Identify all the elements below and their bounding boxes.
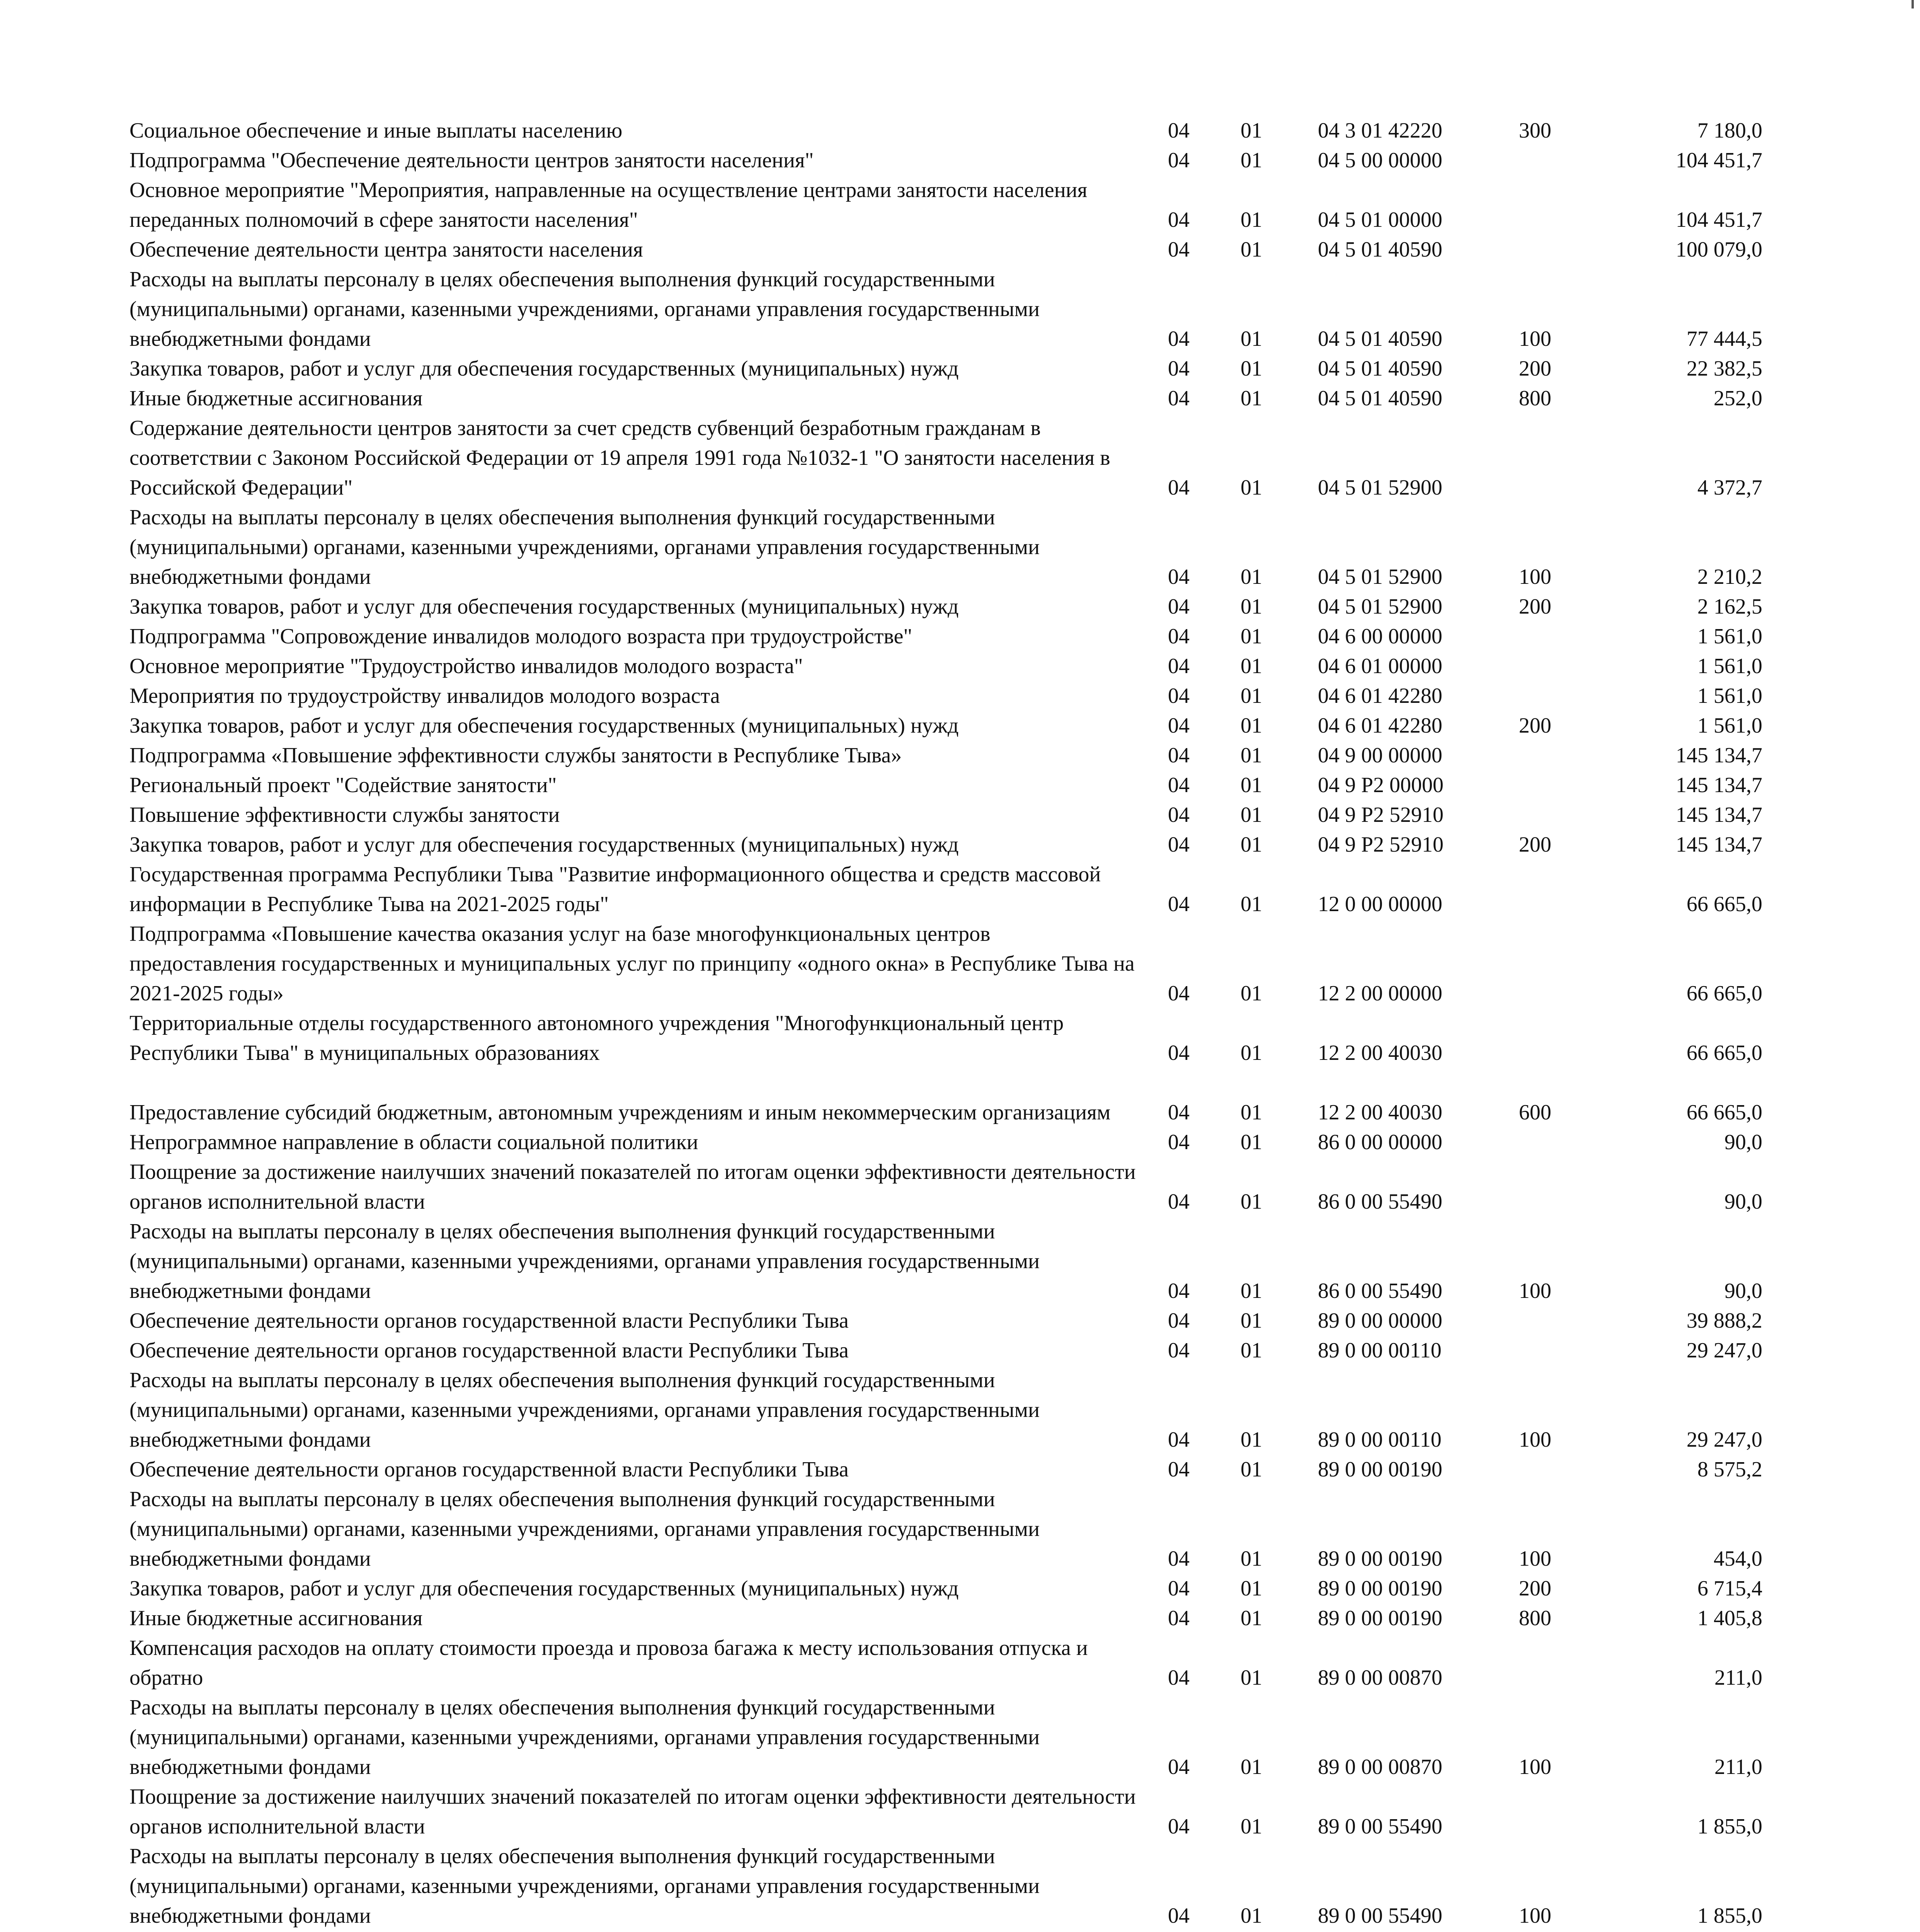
- row-amount: 90,0: [1724, 1130, 1762, 1154]
- table-row: [0, 1693, 1920, 1782]
- row-target-code: 04 5 01 00000: [1318, 208, 1442, 232]
- row-name: Обеспечение деятельности органов государственной власти Республики Тыва: [129, 1309, 849, 1333]
- row-subsection: 01: [1241, 119, 1262, 143]
- table-row: [0, 860, 1920, 919]
- row-target-code: 89 0 00 00110: [1318, 1338, 1442, 1362]
- row-name: Расходы на выплаты персоналу в целях обеспечения выполнения функций государственными (муниципальными) органами, казенными учреждениями, органами управления государственными внебюджетными фондами: [129, 1219, 1040, 1303]
- row-name: Расходы на выплаты персоналу в целях обеспечения выполнения функций государственными (муниципальными) органами, казенными учреждениями, органами управления государственными внебюджетными фондами: [129, 267, 1040, 351]
- row-subsection: 01: [1241, 1577, 1262, 1600]
- row-expense-type: 100: [1519, 1279, 1551, 1303]
- row-subsection: 01: [1241, 1041, 1262, 1065]
- row-amount: 90,0: [1724, 1190, 1762, 1214]
- row-amount: 1 405,8: [1697, 1606, 1762, 1630]
- row-subsection: 01: [1241, 743, 1262, 767]
- row-subsection: 01: [1241, 773, 1262, 797]
- row-amount: 2 210,2: [1697, 565, 1762, 589]
- row-subsection: 01: [1241, 595, 1262, 619]
- row-expense-type: 200: [1519, 833, 1551, 857]
- row-name: Предоставление субсидий бюджетным, автономным учреждениям и иным некоммерческим организациям: [129, 1100, 1111, 1124]
- row-subsection: 01: [1241, 357, 1262, 381]
- row-section: 04: [1168, 1606, 1190, 1630]
- table-row: [0, 1782, 1920, 1842]
- row-subsection: 01: [1241, 208, 1262, 232]
- row-name: Территориальные отделы государственного автономного учреждения "Многофункциональный центр Республики Тыва" в муниципальных образованиях: [129, 1011, 1064, 1065]
- row-target-code: 04 6 01 42280: [1318, 714, 1442, 738]
- row-amount: 104 451,7: [1676, 208, 1762, 232]
- row-target-code: 04 5 00 00000: [1318, 148, 1442, 172]
- table-row: [0, 146, 1920, 175]
- row-subsection: 01: [1241, 1428, 1262, 1452]
- row-target-code: 04 5 01 52900: [1318, 476, 1442, 500]
- row-section: 04: [1168, 1279, 1190, 1303]
- row-target-code: 86 0 00 55490: [1318, 1279, 1442, 1303]
- row-amount: 211,0: [1714, 1755, 1762, 1779]
- row-target-code: 04 9 P2 52910: [1318, 803, 1444, 827]
- row-expense-type: 100: [1519, 1904, 1551, 1928]
- row-expense-type: 800: [1519, 1606, 1551, 1630]
- row-amount: 145 134,7: [1676, 833, 1762, 857]
- row-amount: 8 575,2: [1697, 1458, 1762, 1481]
- row-section: 04: [1168, 327, 1190, 351]
- row-subsection: 01: [1241, 624, 1262, 648]
- row-name: Расходы на выплаты персоналу в целях обеспечения выполнения функций государственными (муниципальными) органами, казенными учреждениями, органами управления государственными внебюджетными фондами: [129, 1696, 1040, 1779]
- row-name: Расходы на выплаты персоналу в целях обеспечения выполнения функций государственными (муниципальными) органами, казенными учреждениями, органами управления государственными внебюджетными фондами: [129, 1368, 1040, 1452]
- table-row: [0, 681, 1920, 711]
- row-section: 04: [1168, 565, 1190, 589]
- row-amount: 145 134,7: [1676, 803, 1762, 827]
- row-amount: 29 247,0: [1687, 1338, 1762, 1362]
- row-section: 04: [1168, 357, 1190, 381]
- table-row: [0, 235, 1920, 265]
- row-amount: 66 665,0: [1687, 1100, 1762, 1124]
- row-name: Закупка товаров, работ и услуг для обеспечения государственных (муниципальных) нужд: [129, 714, 959, 738]
- row-target-code: 89 0 00 00110: [1318, 1428, 1442, 1452]
- row-name: Закупка товаров, работ и услуг для обеспечения государственных (муниципальных) нужд: [129, 357, 959, 381]
- row-amount: 66 665,0: [1687, 892, 1762, 916]
- row-section: 04: [1168, 1130, 1190, 1154]
- row-section: 04: [1168, 1041, 1190, 1065]
- row-subsection: 01: [1241, 1309, 1262, 1333]
- row-name: Закупка товаров, работ и услуг для обеспечения государственных (муниципальных) нужд: [129, 1577, 959, 1600]
- row-target-code: 89 0 00 00190: [1318, 1458, 1442, 1481]
- row-subsection: 01: [1241, 654, 1262, 678]
- table-row: [0, 1336, 1920, 1366]
- row-amount: 7 180,0: [1697, 119, 1762, 143]
- row-amount: 252,0: [1714, 386, 1762, 410]
- row-section: 04: [1168, 1338, 1190, 1362]
- row-target-code: 04 6 01 42280: [1318, 684, 1442, 708]
- row-section: 04: [1168, 773, 1190, 797]
- table-row: [0, 1009, 1920, 1068]
- row-section: 04: [1168, 892, 1190, 916]
- row-section: 04: [1168, 119, 1190, 143]
- row-section: 04: [1168, 386, 1190, 410]
- row-name: Повышение эффективности службы занятости: [129, 803, 560, 827]
- row-amount: 1 561,0: [1697, 654, 1762, 678]
- row-expense-type: 200: [1519, 1577, 1551, 1600]
- row-name: Компенсация расходов на оплату стоимости проезда и провоза багажа к месту использования отпуска и обратно: [129, 1636, 1088, 1690]
- row-subsection: 01: [1241, 148, 1262, 172]
- table-row: [0, 770, 1920, 800]
- row-subsection: 01: [1241, 833, 1262, 857]
- row-amount: 1 561,0: [1697, 714, 1762, 738]
- row-amount: 104 451,7: [1676, 148, 1762, 172]
- row-amount: 4 372,7: [1697, 476, 1762, 500]
- row-section: 04: [1168, 743, 1190, 767]
- table-row: [0, 1842, 1920, 1931]
- row-name: Обеспечение деятельности центра занятости населения: [129, 238, 643, 262]
- row-subsection: 01: [1241, 1666, 1262, 1690]
- table-row: [0, 1604, 1920, 1633]
- row-section: 04: [1168, 981, 1190, 1005]
- row-section: 04: [1168, 1458, 1190, 1481]
- table-row: [0, 741, 1920, 770]
- row-target-code: 04 5 01 40590: [1318, 327, 1442, 351]
- row-subsection: 01: [1241, 1190, 1262, 1214]
- table-row: [0, 1128, 1920, 1157]
- row-target-code: 04 5 01 40590: [1318, 357, 1442, 381]
- row-name: Подпрограмма "Обеспечение деятельности центров занятости населения": [129, 148, 814, 172]
- row-amount: 100 079,0: [1676, 238, 1762, 262]
- row-target-code: 86 0 00 00000: [1318, 1130, 1442, 1154]
- row-amount: 1 561,0: [1697, 624, 1762, 648]
- row-section: 04: [1168, 1547, 1190, 1571]
- row-name: Содержание деятельности центров занятости за счет средств субвенций безработным гражданам в соответствии с Законом Российской Федерации от 19 апреля 1991 года №1032-1 "О занятости населения в Российской Федерации": [129, 416, 1110, 500]
- row-amount: 211,0: [1714, 1666, 1762, 1690]
- row-amount: 1 855,0: [1697, 1815, 1762, 1838]
- table-row: [0, 592, 1920, 622]
- row-target-code: 89 0 00 00870: [1318, 1666, 1442, 1690]
- row-subsection: 01: [1241, 803, 1262, 827]
- row-subsection: 01: [1241, 1815, 1262, 1838]
- row-name: Поощрение за достижение наилучших значений показателей по итогам оценки эффективности деятельности органов исполнительной власти: [129, 1160, 1136, 1214]
- row-subsection: 01: [1241, 1100, 1262, 1124]
- row-expense-type: 800: [1519, 386, 1551, 410]
- row-name: Основное мероприятие "Мероприятия, направленные на осуществление центрами занятости населения переданных полномочий в сфере занятости населения": [129, 178, 1088, 232]
- row-name: Непрограммное направление в области социальной политики: [129, 1130, 698, 1154]
- row-section: 04: [1168, 476, 1190, 500]
- row-name: Подпрограмма «Повышение качества оказания услуг на базе многофункциональных центров предоставления государственных и муниципальных услуг по принципу «одного окна» в Республике Тыва на 2021-2025 годы»: [129, 922, 1135, 1005]
- table-row: [0, 175, 1920, 235]
- row-subsection: 01: [1241, 1547, 1262, 1571]
- row-section: 04: [1168, 1309, 1190, 1333]
- table-row: [0, 919, 1920, 1009]
- row-amount: 454,0: [1714, 1547, 1762, 1571]
- table-row: [0, 265, 1920, 354]
- table-row: [0, 1217, 1920, 1306]
- row-target-code: 12 2 00 00000: [1318, 981, 1442, 1005]
- row-amount: 6 715,4: [1697, 1577, 1762, 1600]
- table-row: [0, 830, 1920, 860]
- row-target-code: 89 0 00 00190: [1318, 1606, 1442, 1630]
- row-target-code: 12 2 00 40030: [1318, 1041, 1442, 1065]
- row-name: Социальное обеспечение и иные выплаты населению: [129, 119, 623, 143]
- row-section: 04: [1168, 1190, 1190, 1214]
- row-amount: 1 855,0: [1697, 1904, 1762, 1928]
- table-row: [0, 116, 1920, 146]
- row-expense-type: 100: [1519, 327, 1551, 351]
- row-section: 04: [1168, 1577, 1190, 1600]
- row-amount: 145 134,7: [1676, 743, 1762, 767]
- table-row: [0, 1485, 1920, 1574]
- table-row: [0, 622, 1920, 651]
- row-section: 04: [1168, 595, 1190, 619]
- row-amount: 2 162,5: [1697, 595, 1762, 619]
- table-row: [0, 503, 1920, 592]
- row-section: 04: [1168, 1755, 1190, 1779]
- row-target-code: 12 0 00 00000: [1318, 892, 1442, 916]
- row-name: Обеспечение деятельности органов государственной власти Республики Тыва: [129, 1458, 849, 1481]
- table-row: [0, 1455, 1920, 1485]
- table-row: [0, 1574, 1920, 1604]
- row-subsection: 01: [1241, 892, 1262, 916]
- row-name: Иные бюджетные ассигнования: [129, 386, 423, 410]
- row-target-code: 04 6 00 00000: [1318, 624, 1442, 648]
- row-target-code: 89 0 00 00000: [1318, 1309, 1442, 1333]
- row-target-code: 04 5 01 52900: [1318, 565, 1442, 589]
- row-expense-type: 100: [1519, 1547, 1551, 1571]
- row-subsection: 01: [1241, 1458, 1262, 1481]
- row-target-code: 04 9 P2 00000: [1318, 773, 1444, 797]
- table-row: [0, 800, 1920, 830]
- table-row: [0, 413, 1920, 503]
- row-amount: 39 888,2: [1687, 1309, 1762, 1333]
- row-section: 04: [1168, 1666, 1190, 1690]
- row-amount: 66 665,0: [1687, 1041, 1762, 1065]
- row-target-code: 04 9 00 00000: [1318, 743, 1442, 767]
- row-amount: 77 444,5: [1687, 327, 1762, 351]
- row-name: Расходы на выплаты персоналу в целях обеспечения выполнения функций государственными (муниципальными) органами, казенными учреждениями, органами управления государственными внебюджетными фондами: [129, 1487, 1040, 1571]
- row-subsection: 01: [1241, 684, 1262, 708]
- row-subsection: 01: [1241, 1130, 1262, 1154]
- row-target-code: 12 2 00 40030: [1318, 1100, 1442, 1124]
- row-target-code: 04 9 P2 52910: [1318, 833, 1444, 857]
- row-name: Расходы на выплаты персоналу в целях обеспечения выполнения функций государственными (муниципальными) органами, казенными учреждениями, органами управления государственными внебюджетными фондами: [129, 1844, 1040, 1928]
- row-name: Подпрограмма "Сопровождение инвалидов молодого возраста при трудоустройстве": [129, 624, 912, 648]
- row-section: 04: [1168, 1815, 1190, 1838]
- table-row: [0, 651, 1920, 681]
- row-subsection: 01: [1241, 1606, 1262, 1630]
- row-expense-type: 200: [1519, 714, 1551, 738]
- row-section: 04: [1168, 208, 1190, 232]
- table-row: [0, 1633, 1920, 1693]
- row-section: 04: [1168, 654, 1190, 678]
- table-row: [0, 1306, 1920, 1336]
- row-expense-type: 100: [1519, 565, 1551, 589]
- row-expense-type: 200: [1519, 357, 1551, 381]
- table-row: [0, 1366, 1920, 1455]
- row-name: Подпрограмма «Повышение эффективности службы занятости в Республике Тыва»: [129, 743, 902, 767]
- row-target-code: 04 5 01 40590: [1318, 238, 1442, 262]
- row-subsection: 01: [1241, 386, 1262, 410]
- row-target-code: 04 6 01 00000: [1318, 654, 1442, 678]
- row-name: Государственная программа Республики Тыва "Развитие информационного общества и средств массовой информации в Республике Тыва на 2021-2025 годы": [129, 862, 1101, 916]
- row-target-code: 89 0 00 00190: [1318, 1547, 1442, 1571]
- row-expense-type: 100: [1519, 1755, 1551, 1779]
- row-expense-type: 100: [1519, 1428, 1551, 1452]
- row-subsection: 01: [1241, 1904, 1262, 1928]
- row-section: 04: [1168, 684, 1190, 708]
- row-section: 04: [1168, 833, 1190, 857]
- row-section: 04: [1168, 238, 1190, 262]
- row-amount: 145 134,7: [1676, 773, 1762, 797]
- row-subsection: 01: [1241, 1755, 1262, 1779]
- row-expense-type: 200: [1519, 595, 1551, 619]
- row-target-code: 04 3 01 42220: [1318, 119, 1442, 143]
- row-subsection: 01: [1241, 238, 1262, 262]
- row-expense-type: 300: [1519, 119, 1551, 143]
- row-name: Обеспечение деятельности органов государственной власти Республики Тыва: [129, 1338, 849, 1362]
- row-target-code: 04 5 01 40590: [1318, 386, 1442, 410]
- row-target-code: 89 0 00 00870: [1318, 1755, 1442, 1779]
- row-target-code: 89 0 00 55490: [1318, 1904, 1442, 1928]
- table-row: [0, 384, 1920, 413]
- row-amount: 1 561,0: [1697, 684, 1762, 708]
- row-name: Основное мероприятие "Трудоустройство инвалидов молодого возраста": [129, 654, 803, 678]
- row-subsection: 01: [1241, 714, 1262, 738]
- row-subsection: 01: [1241, 476, 1262, 500]
- row-subsection: 01: [1241, 1338, 1262, 1362]
- row-target-code: 86 0 00 55490: [1318, 1190, 1442, 1214]
- row-target-code: 89 0 00 00190: [1318, 1577, 1442, 1600]
- table-row: [0, 354, 1920, 384]
- row-name: Региональный проект "Содействие занятости": [129, 773, 557, 797]
- row-section: 04: [1168, 624, 1190, 648]
- table-row: [0, 1068, 1920, 1128]
- row-expense-type: 600: [1519, 1100, 1551, 1124]
- row-section: 04: [1168, 148, 1190, 172]
- row-subsection: 01: [1241, 565, 1262, 589]
- row-amount: 66 665,0: [1687, 981, 1762, 1005]
- row-name: Мероприятия по трудоустройству инвалидов молодого возраста: [129, 684, 720, 708]
- row-name: Закупка товаров, работ и услуг для обеспечения государственных (муниципальных) нужд: [129, 595, 959, 619]
- row-name: Закупка товаров, работ и услуг для обеспечения государственных (муниципальных) нужд: [129, 833, 959, 857]
- row-amount: 22 382,5: [1687, 357, 1762, 381]
- row-target-code: 89 0 00 55490: [1318, 1815, 1442, 1838]
- row-name: Расходы на выплаты персоналу в целях обеспечения выполнения функций государственными (муниципальными) органами, казенными учреждениями, органами управления государственными внебюджетными фондами: [129, 505, 1040, 589]
- table-row: [0, 711, 1920, 741]
- row-section: 04: [1168, 1428, 1190, 1452]
- row-amount: 29 247,0: [1687, 1428, 1762, 1452]
- row-name: Иные бюджетные ассигнования: [129, 1606, 423, 1630]
- row-subsection: 01: [1241, 981, 1262, 1005]
- row-section: 04: [1168, 803, 1190, 827]
- row-section: 04: [1168, 1100, 1190, 1124]
- row-amount: 90,0: [1724, 1279, 1762, 1303]
- row-section: 04: [1168, 714, 1190, 738]
- row-subsection: 01: [1241, 1279, 1262, 1303]
- row-target-code: 04 5 01 52900: [1318, 595, 1442, 619]
- row-section: 04: [1168, 1904, 1190, 1928]
- table-row: [0, 1157, 1920, 1217]
- row-name: Поощрение за достижение наилучших значений показателей по итогам оценки эффективности деятельности органов исполнительной власти: [129, 1785, 1136, 1838]
- row-subsection: 01: [1241, 327, 1262, 351]
